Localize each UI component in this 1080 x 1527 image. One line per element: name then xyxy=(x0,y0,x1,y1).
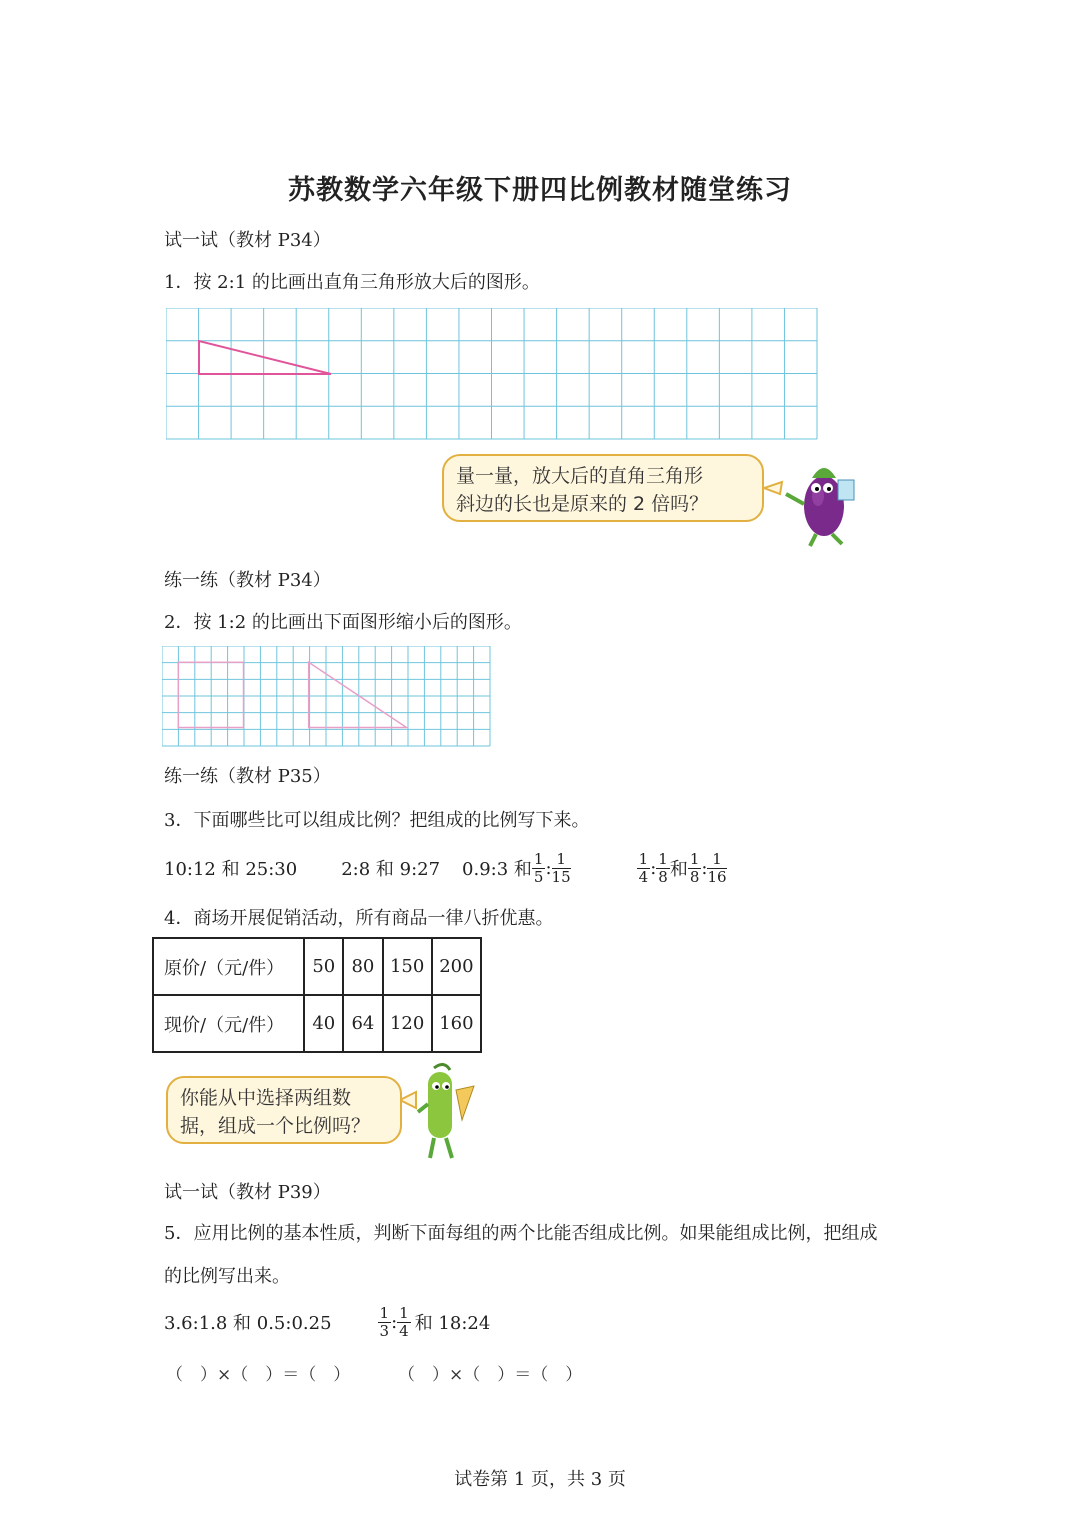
fraction: $\frac{1}{8}$ xyxy=(658,849,668,886)
colon: : xyxy=(545,857,552,879)
answer-blank-2[interactable]: （ ）×（ ）＝（ ） xyxy=(398,1365,583,1385)
hint-bubble-1 xyxy=(442,454,764,522)
question-5-ratios xyxy=(164,1300,490,1344)
grid-question-1 xyxy=(166,308,818,440)
section-heading: 试一试（教材 P34） xyxy=(164,230,331,251)
hint-bubble-2 xyxy=(166,1076,402,1144)
table-cell: 40 xyxy=(304,995,343,1052)
price-table xyxy=(152,937,482,1053)
table-cell: 160 xyxy=(432,995,481,1052)
fraction: $\frac{1}{8}$ xyxy=(689,849,700,886)
hint-bubble-1-line2: 斜边的长也是原来的 2 倍吗？ xyxy=(456,493,709,515)
eggplant-mascot-icon xyxy=(764,448,876,550)
colon: : xyxy=(701,857,708,879)
section-heading: 练一练（教材 P35） xyxy=(164,766,331,787)
row-label-current-price: 现价/（元/件） xyxy=(153,995,304,1052)
fraction: $\frac{1}{3}$ xyxy=(379,1303,390,1340)
hint-bubble-1-line1: 量一量，放大后的直角三角形 xyxy=(456,465,704,487)
ratio-pair-1: 3.6:1.8 和 0.5:0.25 xyxy=(164,1313,332,1334)
question-4-text: 4．商场开展促销活动，所有商品一律八折优惠。 xyxy=(164,908,554,929)
pepper-mascot-icon xyxy=(400,1060,480,1164)
table-cell: 120 xyxy=(383,995,432,1052)
question-5-text-line2: 的比例写出来。 xyxy=(164,1266,290,1287)
table-cell: 80 xyxy=(343,938,382,995)
fraction: $\frac{1}{16}$ xyxy=(707,849,727,886)
table-row xyxy=(153,995,481,1052)
section-heading: 试一试（教材 P39） xyxy=(164,1182,331,1203)
grid-question-2 xyxy=(162,646,491,747)
fraction: $\frac{1}{5}$ xyxy=(533,849,544,886)
row-label-original-price: 原价/（元/件） xyxy=(153,938,304,995)
table-cell: 50 xyxy=(304,938,343,995)
answer-blank-1[interactable]: （ ）×（ ）＝（ ） xyxy=(166,1365,351,1385)
page-title: 苏教数学六年级下册四比例教材随堂练习 xyxy=(288,175,792,206)
question-5-text-line1: 5．应用比例的基本性质，判断下面每组的两个比能否组成比例。如果能组成比例，把组成 xyxy=(164,1223,878,1244)
hint-bubble-2-line2: 据，组成一个比例吗？ xyxy=(180,1115,371,1137)
fraction: $\frac{1}{4}$ xyxy=(399,1303,409,1340)
and-text: 和 xyxy=(669,859,688,880)
ratio-pair-2-suffix: 和 18:24 xyxy=(414,1313,491,1334)
ratio-pair-3-prefix: 0.9:3 和 xyxy=(462,859,532,880)
question-1-text: 1．按 2:1 的比画出直角三角形放大后的图形。 xyxy=(164,272,540,293)
table-row xyxy=(153,938,481,995)
question-3-ratios xyxy=(164,846,727,890)
question-2-text: 2．按 1:2 的比画出下面图形缩小后的图形。 xyxy=(164,612,522,633)
ratio-pair-2: 2:8 和 9:27 xyxy=(341,859,441,880)
fraction: $\frac{1}{15}$ xyxy=(551,849,571,886)
ratio-pair-1: 10:12 和 25:30 xyxy=(164,859,298,880)
page-footer: 试卷第 1 页，共 3 页 xyxy=(454,1469,626,1490)
table-cell: 200 xyxy=(432,938,481,995)
fraction: $\frac{1}{4}$ xyxy=(638,849,649,886)
colon: : xyxy=(391,1311,398,1333)
right-triangle-figure xyxy=(199,341,331,374)
table-cell: 64 xyxy=(343,995,382,1052)
section-heading: 练一练（教材 P34） xyxy=(164,570,331,591)
hint-bubble-2-line1: 你能从中选择两组数 xyxy=(180,1087,352,1109)
question-3-text: 3．下面哪些比可以组成比例？把组成的比例写下来。 xyxy=(164,810,590,831)
colon: : xyxy=(650,857,657,879)
table-cell: 150 xyxy=(383,938,432,995)
